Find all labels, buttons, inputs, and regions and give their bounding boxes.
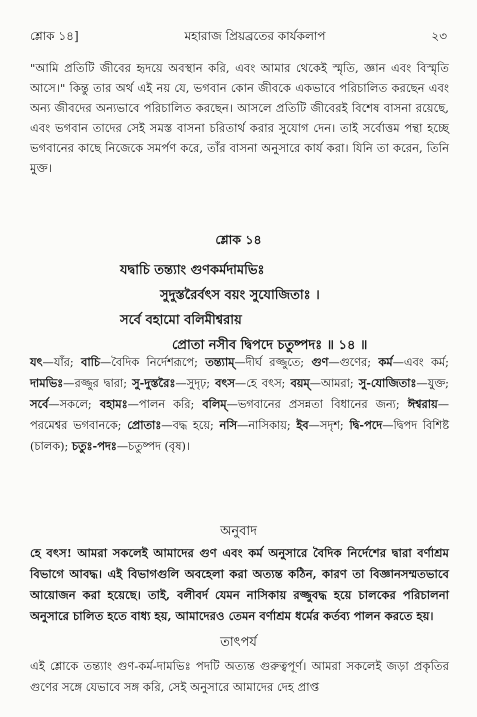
verse-reference: শ্লোক ১৪] bbox=[30, 29, 79, 43]
synonym-meaning: —সুদৃঢ়; bbox=[175, 377, 216, 390]
synonym-meaning: —যুক্ত; bbox=[416, 377, 449, 390]
synonym-word: দামভিঃ bbox=[30, 376, 64, 390]
synonym-word: ঈশ্বরায় bbox=[407, 397, 438, 411]
synonym-meaning: —দ্বিপদ বিশিষ্ট (চালক); bbox=[30, 419, 449, 453]
synonym-meaning: —যাঁর; bbox=[42, 356, 82, 369]
synonym-meaning: —চতুষ্পদ (বৃষ)। bbox=[116, 440, 190, 453]
synonym-word: সু-দুস্তরৈঃ bbox=[132, 376, 176, 390]
chapter-title: মহারাজ প্রিয়ব্রতের কার্যকলাপ bbox=[184, 29, 326, 43]
synonym-word: গুণ bbox=[311, 355, 329, 369]
synonym-word: কর্ম bbox=[378, 355, 393, 369]
page-number: ২৩ bbox=[431, 29, 447, 43]
synonym-word: বয়ম্ bbox=[290, 376, 310, 390]
synonym-meaning: —আমরা; bbox=[309, 377, 359, 390]
synonym-word: সর্বে bbox=[30, 397, 49, 411]
synonym-meaning: —ভগবানের প্রসন্নতা বিধানের জন্য; bbox=[226, 398, 408, 411]
verse-heading: শ্লোক ১৪ bbox=[215, 232, 262, 247]
verse-line: প্রোতা নসীব দ্বিপদে চতুষ্পদঃ ॥ ১৪ ॥ bbox=[172, 338, 368, 353]
synonym-word: ইব bbox=[296, 418, 309, 432]
synonym-word: দ্বি-পদে bbox=[349, 418, 383, 432]
synonym-word: বাচি bbox=[81, 355, 100, 369]
synonym-word: বলিম্ bbox=[202, 397, 227, 411]
synonym-word: যৎ bbox=[30, 355, 43, 369]
synonym-word: প্রোতাঃ bbox=[127, 418, 162, 432]
intro-paragraph: "আমি প্রতিটি জীবের হৃদয়ে অবস্থান করি, এবং আমার থেকেই স্মৃতি, জ্ঞান এবং বিস্মৃতি আসে।" কিন্তু তার অর্থ এই নয় যে, ভগবান কোন জীবকে একভাবে পরিচালিত করছেন এবং অন্য জীবদের অন্যভাবে পরিচালিত করছেন। আসলে প্রতিটি জীবেরই বিশেষ বাসনা রয়েছে, এবং ভগবান তাদের সেই সমস্ত বাসনা চরিতার্থ করার সুযোগ দেন। তাই সর্বোত্তম পন্থা হচ্ছে ভগবানের কাছে নিজেকে সমর্পণ করে, তাঁর বাসনা অনুসারে কার্য করা। যিনি তা করেন, তিনি মুক্ত। bbox=[30, 61, 449, 175]
synonym-meaning: —গুণের; bbox=[328, 356, 379, 369]
verse-line: যদ্বাচি তন্ত্যাং গুণকর্মদামভিঃ bbox=[120, 263, 265, 278]
purport-title: তাৎপর্য bbox=[220, 635, 257, 650]
page-header bbox=[30, 28, 447, 48]
purport-text: এই শ্লোকে তন্ত্যাং গুণ-কর্ম-দামভিঃ পদটি অত্যন্ত গুরুত্বপূর্ণ। আমরা সকলেই জড়া প্রকৃতির গুণের সঙ্গে যেভাবে সঙ্গ করি, সেই অনুসারে আমাদের দেহ প্রাপ্ত bbox=[30, 659, 449, 694]
verse-line: সুদুস্তরৈর্বৎস বয়ং সুযোজিতাঃ । bbox=[160, 288, 320, 303]
synonym-word: নসি bbox=[219, 418, 237, 432]
synonym-word: বহামঃ bbox=[99, 397, 128, 411]
synonym-word: চতুঃ-পদঃ bbox=[71, 439, 117, 453]
word-meanings bbox=[30, 352, 449, 457]
synonym-meaning: —সকলে; bbox=[48, 398, 100, 411]
synonym-meaning: —সদৃশ; bbox=[308, 419, 350, 432]
synonym-meaning: —পালন করি; bbox=[127, 398, 203, 411]
synonym-meaning: —পরমেশ্বর ভগবানকে; bbox=[30, 398, 449, 432]
synonym-meaning: —দীর্ঘ রজ্জুতে; bbox=[234, 356, 312, 369]
synonym-meaning: —রজ্জুর দ্বারা; bbox=[63, 377, 133, 390]
synonym-word: তন্ত্যাম্ bbox=[205, 355, 235, 369]
synonym-meaning: —বদ্ধ হয়ে; bbox=[161, 419, 220, 432]
synonym-meaning: —হে বৎস; bbox=[234, 377, 291, 390]
synonym-meaning: —এবং কর্ম; bbox=[392, 356, 449, 369]
sanskrit-verse bbox=[120, 258, 447, 358]
synonym-meaning: —নাসিকায়; bbox=[236, 419, 297, 432]
verse-line: সর্বে বহামো বলিমীশ্বরায় bbox=[120, 313, 242, 328]
synonym-word: সু-যোজিতাঃ bbox=[358, 376, 417, 390]
translation-title: অনুবাদ bbox=[220, 524, 257, 539]
synonym-meaning: —বৈদিক নির্দেশরূপে; bbox=[99, 356, 206, 369]
translation-text: হে বৎস! আমরা সকলেই আমাদের গুণ এবং কর্ম অনুসারে বৈদিক নির্দেশের দ্বারা বর্ণাশ্রম বিভাগে আবদ্ধ। এই বিভাগগুলি অবহেলা করা অত্যন্ত কঠিন, কারণ তা বিজ্ঞানসম্মতভাবে আয়োজন করা হয়েছে। তাই, বলীবর্দ যেমন নাসিকায় রজ্জুবদ্ধ হয়ে চালকের পরিচালনা অনুসারে চালিত হতে বাধ্য হয়, আমাদেরও তেমন বর্ণাশ্রম ধর্মের কর্তব্য পালন করতে হয়। bbox=[30, 546, 449, 623]
synonym-word: বৎস bbox=[215, 376, 235, 390]
